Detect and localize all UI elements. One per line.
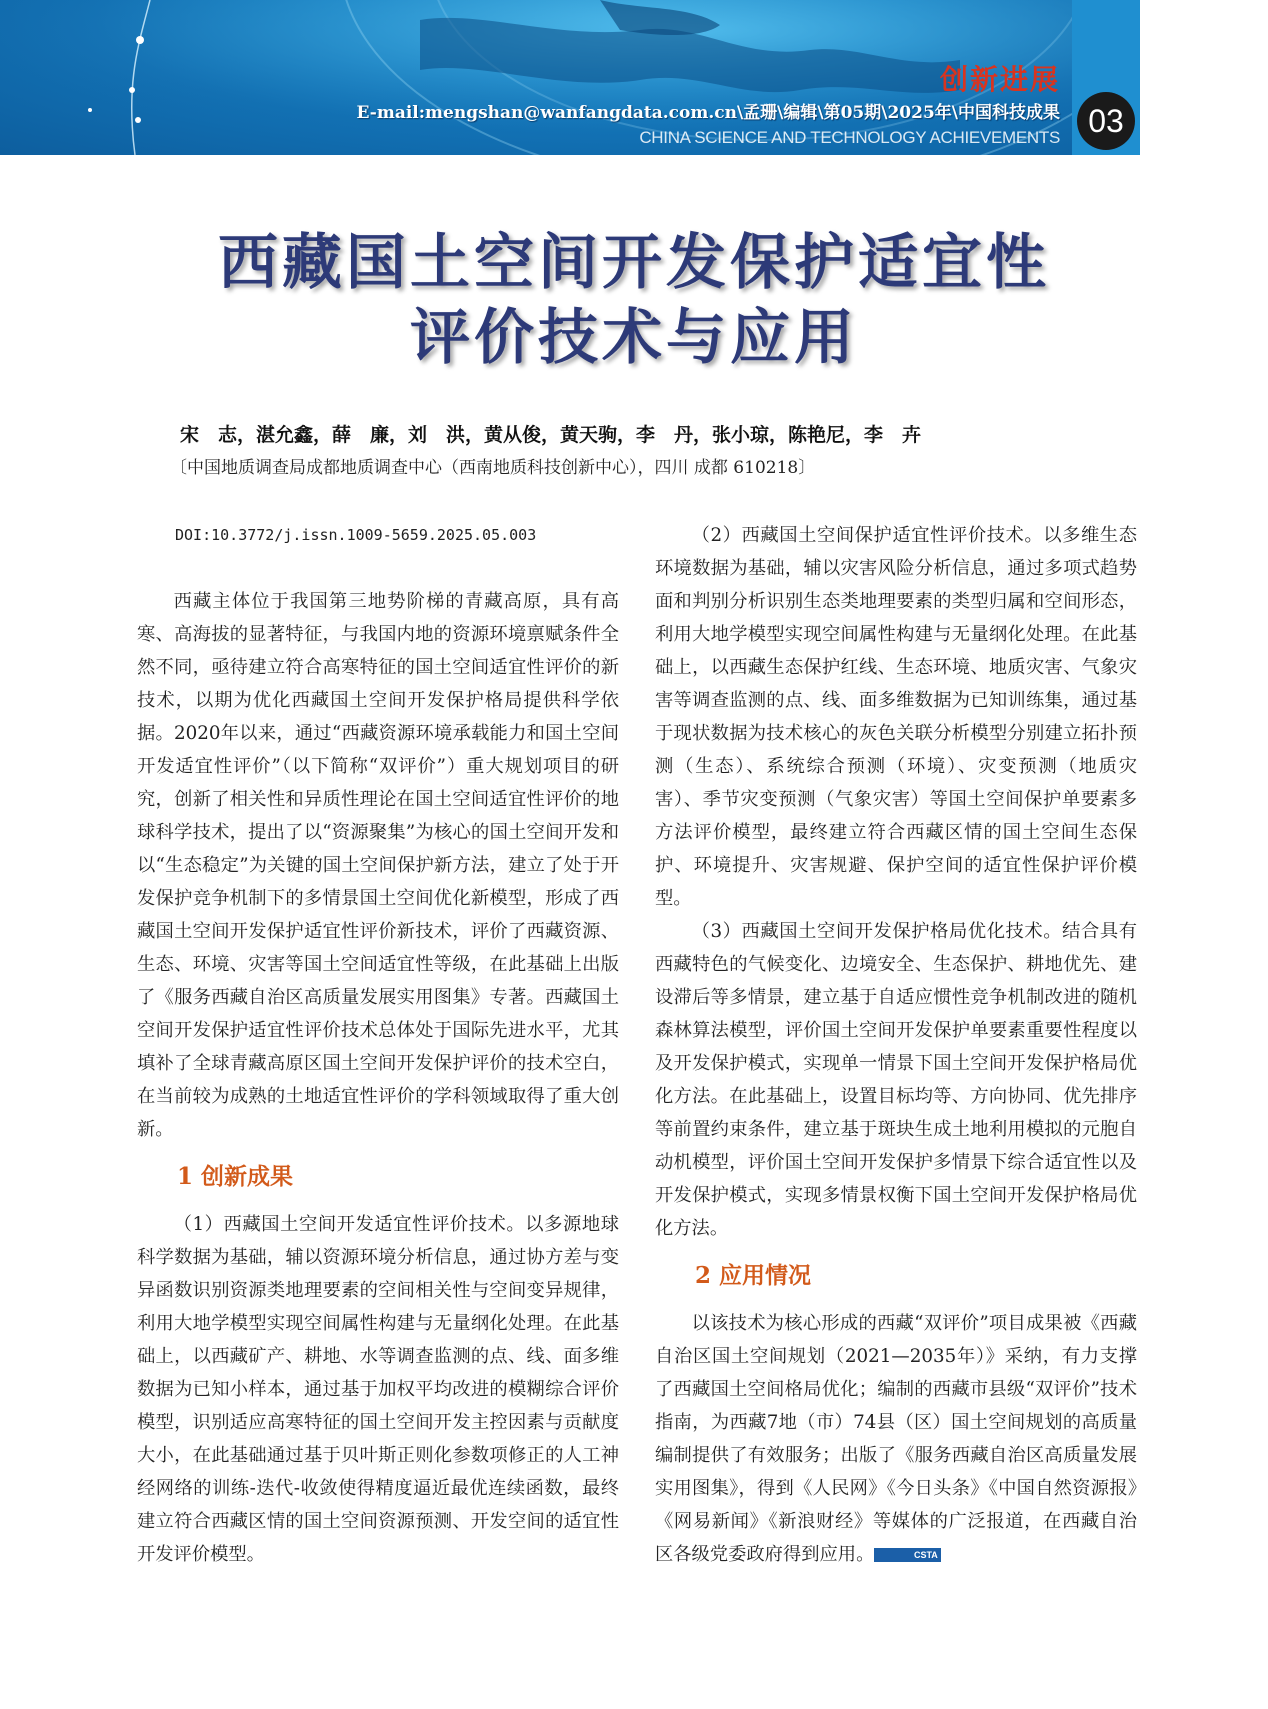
journal-english-name: CHINA SCIENCE AND TECHNOLOGY ACHIEVEMENTS	[639, 128, 1060, 147]
paragraph-item-3: （3）西藏国土空间开发保护格局优化技术。结合具有西藏特色的气候变化、边境安全、生态保护、耕地优先、建设滞后等多情景，建立基于自适应惯性竞争机制改进的随机森林算法模型，评价国土空间开发保护单要素重要性程度以及开发保护模式，实现单一情景下国土空间开发保护格局优化方法。在此基础上，设置目标均等、方向协同、优先排序等前置约束条件，建立基于斑块生成土地利用模拟的元胞自动机模型，评价国土空间开发保护多情景下综合适宜性以及开发保护模式，实现多情景权衡下国土空间开发保护格局优化方法。	[655, 921, 1137, 1239]
application-text: 以该技术为核心形成的西藏“双评价”项目成果被《西藏自治区国土空间规划（2021—2035年）》采纳，有力支撑了西藏国土空间格局优化；编制的西藏市县级“双评价”技术指南，为西藏7地（市）74县（区）国土空间规划的高质量编制提供了有效服务；出版了《服务西藏自治区高质量发展实用图集》，得到《人民网》《今日头条》《中国自然资源报》《网易新闻》《新浪财经》等媒体的广泛报道，在西藏自治区各级党委政府得到应用。	[655, 1313, 1137, 1565]
header-email-line: E-mail:mengshan@wanfangdata.com.cn\孟珊\编辑\第05期\2025年\中国科技成果	[356, 103, 1060, 123]
section-heading-application: 2 应用情况	[695, 1262, 812, 1289]
paragraph-item-1: （1）西藏国土空间开发适宜性评价技术。以多源地球科学数据为基础，辅以资源环境分析信息，通过协方差与变异函数识别资源类地理要素的空间相关性与空间变异规律，利用大地学模型实现空间属性构建与无量纲化处理。在此基础上，以西藏矿产、耕地、水等调查监测的点、线、面多维数据为已知小样本，通过基于加权平均改进的模糊综合评价模型，识别适应高寒特征的国土空间开发主控因素与贡献度大小，在此基础通过基于贝叶斯正则化参数项修正的人工神经网络的训练-迭代-收敛使得精度逼近最优连续函数，最终建立符合西藏区情的国土空间资源预测、开发空间的适宜性开发评价模型。	[137, 1214, 619, 1565]
doi: DOI:10.3772/j.issn.1009-5659.2025.05.003	[175, 526, 537, 544]
article-title-line2: 评价技术与应用	[410, 303, 858, 373]
end-badge: CSTA	[874, 1548, 940, 1562]
page-number: 03	[1077, 92, 1135, 150]
paragraph-item-2: （2）西藏国土空间保护适宜性评价技术。以多维生态环境数据为基础，辅以灾害风险分析信息，通过多项式趋势面和判别分析识别生态类地理要素的类型归属和空间形态，利用大地学模型实现空间属性构建与无量纲化处理。在此基础上，以西藏生态保护红线、生态环境、地质灾害、气象灾害等调查监测的点、线、面多维数据为已知训练集，通过基于现状数据为技术核心的灰色关联分析模型分别建立拓扑预测（生态）、系统综合预测（环境）、灾变预测（地质灾害）、季节灾变预测（气象灾害）等国土空间保护单要素多方法评价模型，最终建立符合西藏区情的国土空间生态保护、环境提升、灾害规避、保护空间的适宜性保护评价模型。	[655, 525, 1137, 909]
author-list: 宋 志，湛允鑫，薛 廉，刘 洪，黄从俊，黄天驹，李 丹，张小琼，陈艳尼，李 卉	[180, 424, 922, 446]
affiliation: 〔中国地质调查局成都地质调查中心（西南地质科技创新中心），四川 成都 610218〕	[170, 458, 816, 478]
right-column	[655, 519, 1137, 1571]
paragraph-application	[655, 1307, 1137, 1571]
article-title-line1: 西藏国土空间开发保护适宜性	[218, 228, 1050, 298]
left-column	[137, 585, 619, 1571]
section-heading-innovation: 1 创新成果	[177, 1163, 294, 1190]
intro-paragraph: 西藏主体位于我国第三地势阶梯的青藏高原，具有高寒、高海拔的显著特征，与我国内地的资源环境禀赋条件全然不同，亟待建立符合高寒特征的国土空间适宜性评价的新技术，以期为优化西藏国土空间开发保护格局提供科学依据。2020年以来，通过“西藏资源环境承载能力和国土空间开发适宜性评价”（以下简称“双评价”）重大规划项目的研究，创新了相关性和异质性理论在国土空间适宜性评价的地球科学技术，提出了以“资源聚集”为核心的国土空间开发和以“生态稳定”为关键的国土空间保护新方法，建立了处于开发保护竞争机制下的多情景国土空间优化新模型，形成了西藏国土空间开发保护适宜性评价新技术，评价了西藏资源、生态、环境、灾害等国土空间适宜性等级，在此基础上出版了《服务西藏自治区高质量发展实用图集》专著。西藏国土空间开发保护适宜性评价技术总体处于国际先进水平，尤其填补了全球青藏高原区国土空间开发保护评价的技术空白，在当前较为成熟的土地适宜性评价的学科领域取得了重大创新。	[137, 591, 619, 1140]
section-tag: 创新进展	[939, 63, 1060, 96]
header-banner	[0, 0, 1140, 155]
